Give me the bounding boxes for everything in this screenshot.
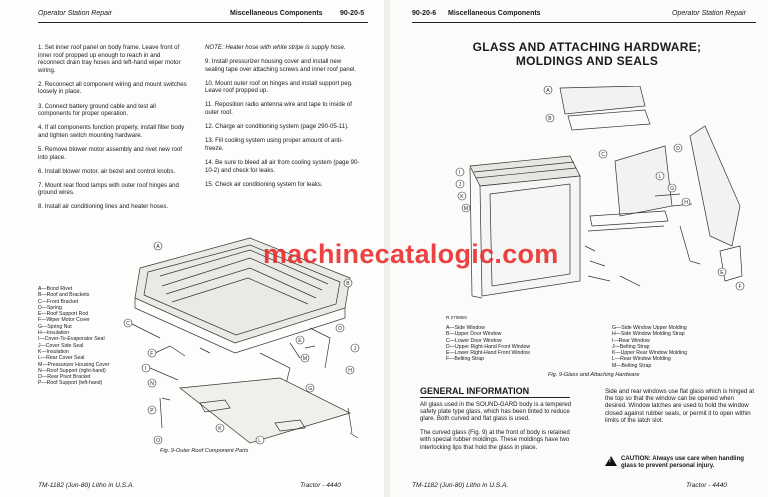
right-header-rule	[412, 22, 756, 23]
step-1: 1. Set inner roof panel on body frame. Leave front of inner roof propped up enough to reach in and reconnect drain tray hoses and left-hand wiper motor wiring.	[38, 44, 181, 74]
roof-callout-e: E	[298, 338, 302, 344]
glass-callout-e: E	[720, 270, 724, 276]
glass-legend-item: I—Rear Window	[612, 337, 650, 344]
step-13: 13. Fill cooling system using proper amount of anti-freeze.	[205, 137, 343, 152]
glass-legend-item: C—Lower Door Window	[446, 337, 502, 344]
left-header-page: 90-20-5	[340, 10, 365, 17]
right-header-page: 90-20-6	[412, 10, 437, 17]
roof-callout-f: F	[150, 351, 154, 357]
caution-text: CAUTION: Always use care when handling glass to prevent personal injury.	[621, 455, 745, 470]
glass-callout-b: B	[548, 116, 552, 122]
glass-hardware-diagram	[440, 86, 750, 314]
roof-legend-item: H—Insulation	[38, 330, 70, 337]
roof-legend-item: F—Wiper Motor Cover	[38, 317, 90, 324]
step-15: 15. Check air conditioning system for leaks.	[205, 180, 323, 188]
exclamation-icon: !	[609, 458, 611, 464]
glass-legend-item: L—Rear Window Molding	[612, 356, 671, 363]
step-10: 10. Mount outer roof on hinges and install support peg. Leave roof propped up.	[205, 79, 353, 95]
glass-legend-item: A—Side Window	[446, 325, 485, 331]
glass-callout-l: L	[658, 174, 662, 180]
glass-callout-g: G	[670, 186, 675, 192]
glass-callout-k: K	[460, 194, 464, 200]
glass-callout-a: A	[546, 88, 550, 94]
left-header-title: Miscellaneous Components	[230, 10, 323, 17]
right-footer-right: Tractor - 4440	[686, 482, 727, 489]
roof-callout-h: H	[348, 368, 352, 374]
watermark: machinecatalogic.com	[263, 239, 559, 269]
roof-legend-item: G—Spring Nut	[38, 323, 72, 330]
roof-legend-item: I—Cover-To-Evaporator Seal	[38, 336, 105, 343]
roof-callout-p: P	[150, 408, 154, 414]
glass-legend-item: E—Lower Right-Hand Front Window	[446, 350, 530, 357]
roof-callout-i: I	[144, 366, 147, 372]
roof-legend	[38, 286, 148, 387]
roof-callout-d: D	[338, 326, 342, 332]
roof-legend-item: M—Pressurizer Housing Cover	[38, 361, 110, 368]
glass-legend-right	[612, 325, 762, 369]
left-col2	[205, 44, 361, 195]
general-info-right	[605, 388, 757, 431]
glass-callout-i: I	[458, 170, 461, 176]
glass-callout-c: C	[601, 152, 605, 158]
page-title: GLASS AND ATTACHING HARDWARE; MOLDINGS AND SEALS	[472, 40, 702, 68]
roof-callout-k: K	[218, 426, 222, 432]
roof-legend-item: E—Roof Support Rod	[38, 311, 89, 318]
general-info-para-2: The curved glass (Fig. 9) at the front of body is retained with special rubber moldings. These moldings have two interlocking lips that hold the glass in place.	[420, 429, 570, 451]
caution-notice	[605, 455, 757, 470]
general-info-rule	[420, 397, 570, 398]
left-header-section: Operator Station Repair	[38, 10, 112, 17]
general-info-heading: GENERAL INFORMATION	[420, 386, 530, 396]
glass-callout-d: D	[676, 146, 680, 152]
note: NOTE: Heater hose with white stripe is supply hose.	[205, 44, 346, 51]
roof-figure-caption: Fig. 9-Outer Roof Component Parts	[160, 448, 249, 454]
roof-legend-item: K—Insulation	[38, 348, 69, 355]
roof-legend-item: L—Rear Cover Seal	[38, 355, 85, 362]
roof-callout-g: G	[308, 386, 313, 392]
glass-callout-h: H	[684, 200, 688, 206]
roof-callout-c: C	[126, 321, 130, 327]
roof-callout-m: M	[302, 356, 308, 362]
glass-legend-left	[446, 325, 596, 363]
step-12: 12. Charge air conditioning system (page 290-05-11).	[205, 123, 349, 131]
glass-legend-item: M—Belting Strap	[612, 362, 652, 369]
left-col1	[38, 44, 188, 218]
left-footer-right: Tractor - 4440	[300, 482, 341, 489]
glass-figure-caption: Fig. 9-Glass and Attaching Hardware	[548, 372, 640, 378]
step-11: 11. Reposition radio antenna wire and tape to inside of outer roof.	[205, 101, 352, 117]
general-info-para-1: All glass used in the SOUND-GARD body is a tempered safety plate type glass, which has been tinted to reduce glare. Both curved and flat glass is used.	[420, 401, 572, 423]
roof-callout-a: A	[156, 244, 160, 250]
step-2: 2. Reconnect all component wiring and mount switches loosely in place.	[38, 80, 187, 96]
roof-callout-j: J	[353, 346, 357, 352]
warning-triangle-icon	[605, 456, 617, 466]
glass-legend-item: K—Upper Rear Window Molding	[612, 350, 687, 357]
glass-legend-item: J—Belting Strap	[612, 343, 650, 350]
right-footer-left: TM-1182 (Jun-80) Litho in U.S.A.	[412, 482, 509, 489]
glass-callout-m: M	[463, 206, 469, 212]
left-footer-left: TM-1182 (Jun-80) Litho in U.S.A.	[38, 482, 135, 489]
step-9: 9. Install pressurizer housing cover and install new sealing tape over attaching screws and inner roof panel.	[205, 58, 357, 73]
glass-legend-item: D—Upper Right-Hand Front Window	[446, 343, 531, 350]
roof-callout-l: L	[258, 438, 262, 444]
glass-legend-item: G—Side Window Upper Molding	[612, 325, 687, 331]
glass-legend-item: H—Side Window Molding Strap	[612, 331, 685, 338]
step-5: 5. Remove blower motor assembly and rivet new roof into place.	[38, 145, 182, 161]
roof-callout-b: B	[346, 281, 350, 287]
glass-legend-item: B—Upper Door Window	[446, 331, 502, 338]
left-header-rule	[38, 22, 368, 23]
roof-legend-item: N—Roof Support (right-hand)	[38, 367, 106, 374]
glass-callout-j: J	[458, 182, 462, 188]
step-8: 8. Install air conditioning lines and heater hoses.	[38, 203, 169, 211]
roof-legend-item: C—Front Bracket	[38, 298, 79, 305]
right-header-title: Miscellaneous Components	[448, 10, 541, 17]
roof-callout-o: O	[156, 438, 160, 444]
step-3: 3. Connect battery ground cable and test all components for proper operation.	[38, 102, 156, 118]
right-header-section: Operator Station Repair	[672, 10, 746, 17]
roof-legend-item: J—Cover Side Seal	[38, 342, 84, 349]
general-info-left	[420, 401, 572, 457]
roof-callout-n: N	[150, 381, 154, 387]
roof-legend-item: P—Roof Support (left-hand)	[38, 380, 103, 387]
roof-legend-item: D—Spring	[38, 304, 62, 311]
roof-legend-item: B—Roof and Brackets	[38, 292, 90, 299]
step-4: 4. If all components function properly, install filter body and tighten switch mounting hardware.	[38, 124, 185, 139]
step-6: 6. Install blower motor, air bezel and control knobs.	[38, 167, 176, 175]
general-info-para-3: Side and rear windows use flat glass which is hinged at the top so that the window can be opened when desired. Window latches are used to hold the window closed against rubber seals, or permit it to open within limits of the latch slot.	[605, 388, 755, 424]
step-14: 14. Be sure to bleed all air from cooling system (page 90-10-2) and check for leaks.	[205, 158, 360, 174]
step-7: 7. Mount rear flood lamps with outer roof hinges and ground wires.	[38, 181, 179, 197]
roof-legend-item: A—Bond Rivet	[38, 286, 73, 292]
glass-legend-item: F—Belting Strap	[446, 356, 485, 363]
roof-legend-item: O—Rear Pivot Bracket	[38, 374, 91, 381]
figure-id: R 27085N	[446, 315, 467, 320]
glass-callout-f: F	[738, 284, 742, 290]
